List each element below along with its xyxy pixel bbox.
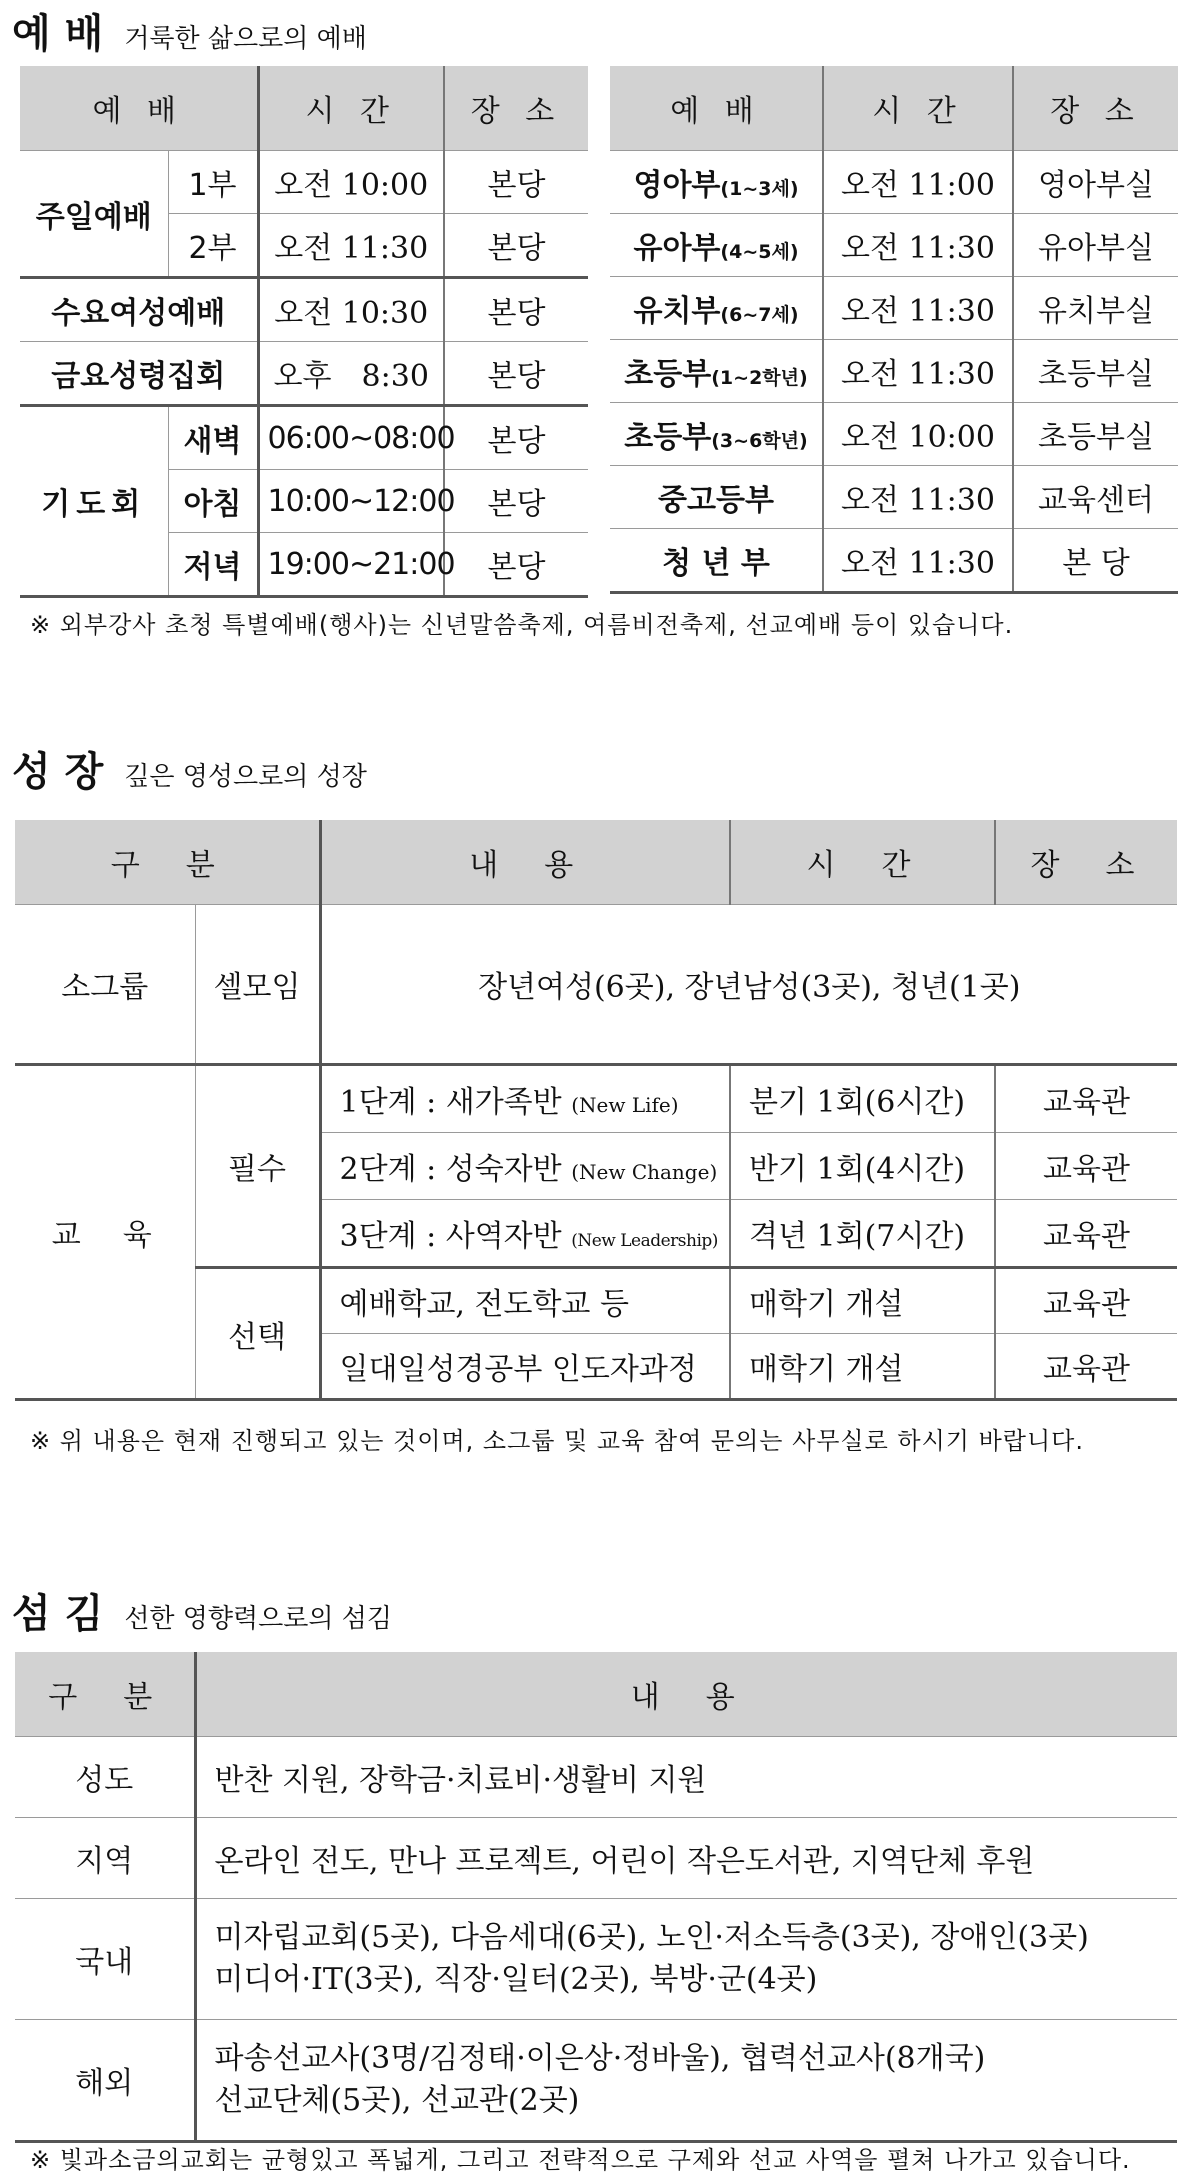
dept-place: 초등부실 [1013,340,1178,403]
worship-table-right [610,66,1178,594]
dept-place: 초등부실 [1013,403,1178,466]
worship-title: 예 배 [12,11,104,57]
header-category: 구 분 [15,820,320,905]
service-line: 선교단체(5곳), 선교관(2곳) [214,2083,580,2118]
prayer-evening: 저녁 [168,533,258,597]
elective-label: 선택 [195,1268,320,1400]
service-line: 미자립교회(5곳), 다음세대(6곳), 노인·저소득층(3곳), 장애인(3곳) [214,1920,1089,1955]
prayer-morning: 아침 [168,470,258,533]
dept-place: 유아부실 [1013,214,1178,277]
dept-name: 청 년 부 [662,546,770,581]
course-time: 매학기 개설 [730,1334,995,1400]
course-place: 교육관 [995,1065,1177,1133]
course-place: 교육관 [995,1200,1177,1268]
dept-place: 영아부실 [1013,151,1178,214]
dept-name: 유아부 [633,231,721,266]
growth-subtitle: 깊은 영성으로의 성장 [124,762,367,792]
growth-title: 성 장 [12,749,104,795]
prayer-meeting: 기도회 [20,406,168,597]
dept-time: 오전 11:30 [823,529,1013,593]
worship-note: ※ 외부강사 초청 특별예배(행사)는 신년말씀축제, 여름비전축제, 선교예배 등이 있습니다. [30,611,1014,639]
course-name: 3단계 : 사역자반 [339,1219,562,1254]
header-place: 장 소 [995,820,1177,905]
smallgroup-label: 소그룹 [15,905,195,1065]
dept-row [610,529,823,593]
dept-time: 오전 10:00 [823,403,1013,466]
sunday-1-place: 본당 [444,151,588,214]
wednesday-time: 오전 10:30 [258,278,444,342]
friday-place: 본당 [444,342,588,406]
course-content [320,1133,730,1200]
dept-time: 오전 11:30 [823,340,1013,403]
dept-row [610,403,823,466]
cell-group-label: 셀모임 [195,905,320,1065]
course-eng: (New Leadership) [571,1231,718,1251]
dept-time: 오전 11:30 [823,214,1013,277]
service-table [15,1652,1177,2143]
course-content: 예배학교, 전도학교 등 [320,1268,730,1334]
dept-row [610,277,823,340]
prayer-morning-time: 10:00~12:00 [258,470,444,533]
dept-age: (3~6학년) [711,430,808,452]
required-label: 필수 [195,1065,320,1268]
service-label: 지역 [15,1818,195,1899]
dept-name: 영아부 [633,168,721,203]
dept-row [610,466,823,529]
course-content [320,1200,730,1268]
sunday-1: 1부 [168,151,258,214]
course-time: 격년 1회(7시간) [730,1200,995,1268]
service-label: 해외 [15,2020,195,2142]
dept-row [610,340,823,403]
prayer-dawn: 새벽 [168,406,258,470]
education-label: 교 육 [15,1065,195,1400]
header-worship: 예 배 [20,66,258,151]
service-line: 파송선교사(3명/김정태·이은상·정바울), 협력선교사(8개국) [214,2041,986,2076]
service-subtitle: 선한 영향력으로의 섬김 [124,1604,393,1634]
course-content: 일대일성경공부 인도자과정 [320,1334,730,1400]
sunday-worship: 주일예배 [20,151,168,278]
course-time: 반기 1회(4시간) [730,1133,995,1200]
sunday-2: 2부 [168,214,258,278]
service-line: 온라인 전도, 만나 프로젝트, 어린이 작은도서관, 지역단체 후원 [214,1844,1035,1879]
dept-time: 오전 11:30 [823,277,1013,340]
sunday-1-time: 오전 10:00 [258,151,444,214]
header-content: 내 용 [320,820,730,905]
header-content: 내 용 [195,1652,1177,1737]
sunday-2-place: 본당 [444,214,588,278]
dept-place: 교육센터 [1013,466,1178,529]
dept-time: 오전 11:30 [823,466,1013,529]
dept-age: (4~5세) [720,241,799,263]
dept-time: 오전 11:00 [823,151,1013,214]
dept-name: 초등부 [624,357,712,392]
dept-place: 유치부실 [1013,277,1178,340]
growth-table [15,820,1177,1401]
dept-row [610,214,823,277]
prayer-dawn-place: 본당 [444,406,588,470]
dept-place: 본 당 [1013,529,1178,593]
dept-name: 중고등부 [658,483,774,518]
dept-age: (6~7세) [720,304,799,326]
service-content [195,2020,1177,2142]
growth-heading [12,740,367,797]
course-time: 매학기 개설 [730,1268,995,1334]
service-content [195,1737,1177,1818]
header-time: 시 간 [730,820,995,905]
header-dept-time: 시 간 [823,66,1013,151]
wednesday-worship: 수요여성예배 [20,278,258,342]
header-category: 구 분 [15,1652,195,1737]
growth-note: ※ 위 내용은 현재 진행되고 있는 것이며, 소그룹 및 교육 참여 문의는 사무실로 하시기 바랍니다. [30,1427,1084,1455]
service-title: 섬 김 [12,1591,104,1637]
header-dept: 예 배 [610,66,823,151]
service-note: ※ 빛과소금의교회는 균형있고 폭넓게, 그리고 전략적으로 구제와 선교 사역을 펼쳐 나가고 있습니다. [30,2146,1131,2174]
friday-time: 오후 8:30 [258,342,444,406]
dept-age: (1~2학년) [711,367,808,389]
course-place: 교육관 [995,1334,1177,1400]
worship-subtitle: 거룩한 삶으로의 예배 [124,24,367,54]
wednesday-place: 본당 [444,278,588,342]
service-label: 성도 [15,1737,195,1818]
service-line: 반찬 지원, 장학금·치료비·생활비 지원 [214,1763,707,1798]
course-place: 교육관 [995,1268,1177,1334]
prayer-morning-place: 본당 [444,470,588,533]
course-eng: (New Change) [571,1160,718,1184]
service-heading [12,1582,392,1639]
service-content [195,1899,1177,2020]
friday-worship: 금요성령집회 [20,342,258,406]
dept-name: 초등부 [624,420,712,455]
prayer-dawn-time: 06:00~08:00 [258,406,444,470]
prayer-evening-place: 본당 [444,533,588,597]
header-dept-place: 장 소 [1013,66,1178,151]
course-name: 1단계 : 새가족반 [339,1085,562,1120]
prayer-evening-time: 19:00~21:00 [258,533,444,597]
service-line: 미디어·IT(3곳), 직장·일터(2곳), 북방·군(4곳) [214,1962,818,1997]
dept-row [610,151,823,214]
course-content [320,1065,730,1133]
dept-age: (1~3세) [720,178,799,200]
header-place: 장 소 [444,66,588,151]
dept-name: 유치부 [633,294,721,329]
header-time: 시 간 [258,66,444,151]
course-name: 2단계 : 성숙자반 [339,1152,562,1187]
course-eng: (New Life) [571,1093,679,1117]
cell-group-content: 장년여성(6곳), 장년남성(3곳), 청년(1곳) [320,905,1177,1065]
sunday-2-time: 오전 11:30 [258,214,444,278]
course-place: 교육관 [995,1133,1177,1200]
service-content [195,1818,1177,1899]
course-time: 분기 1회(6시간) [730,1065,995,1133]
worship-heading [12,2,367,59]
worship-table-left [20,66,588,598]
service-label: 국내 [15,1899,195,2020]
